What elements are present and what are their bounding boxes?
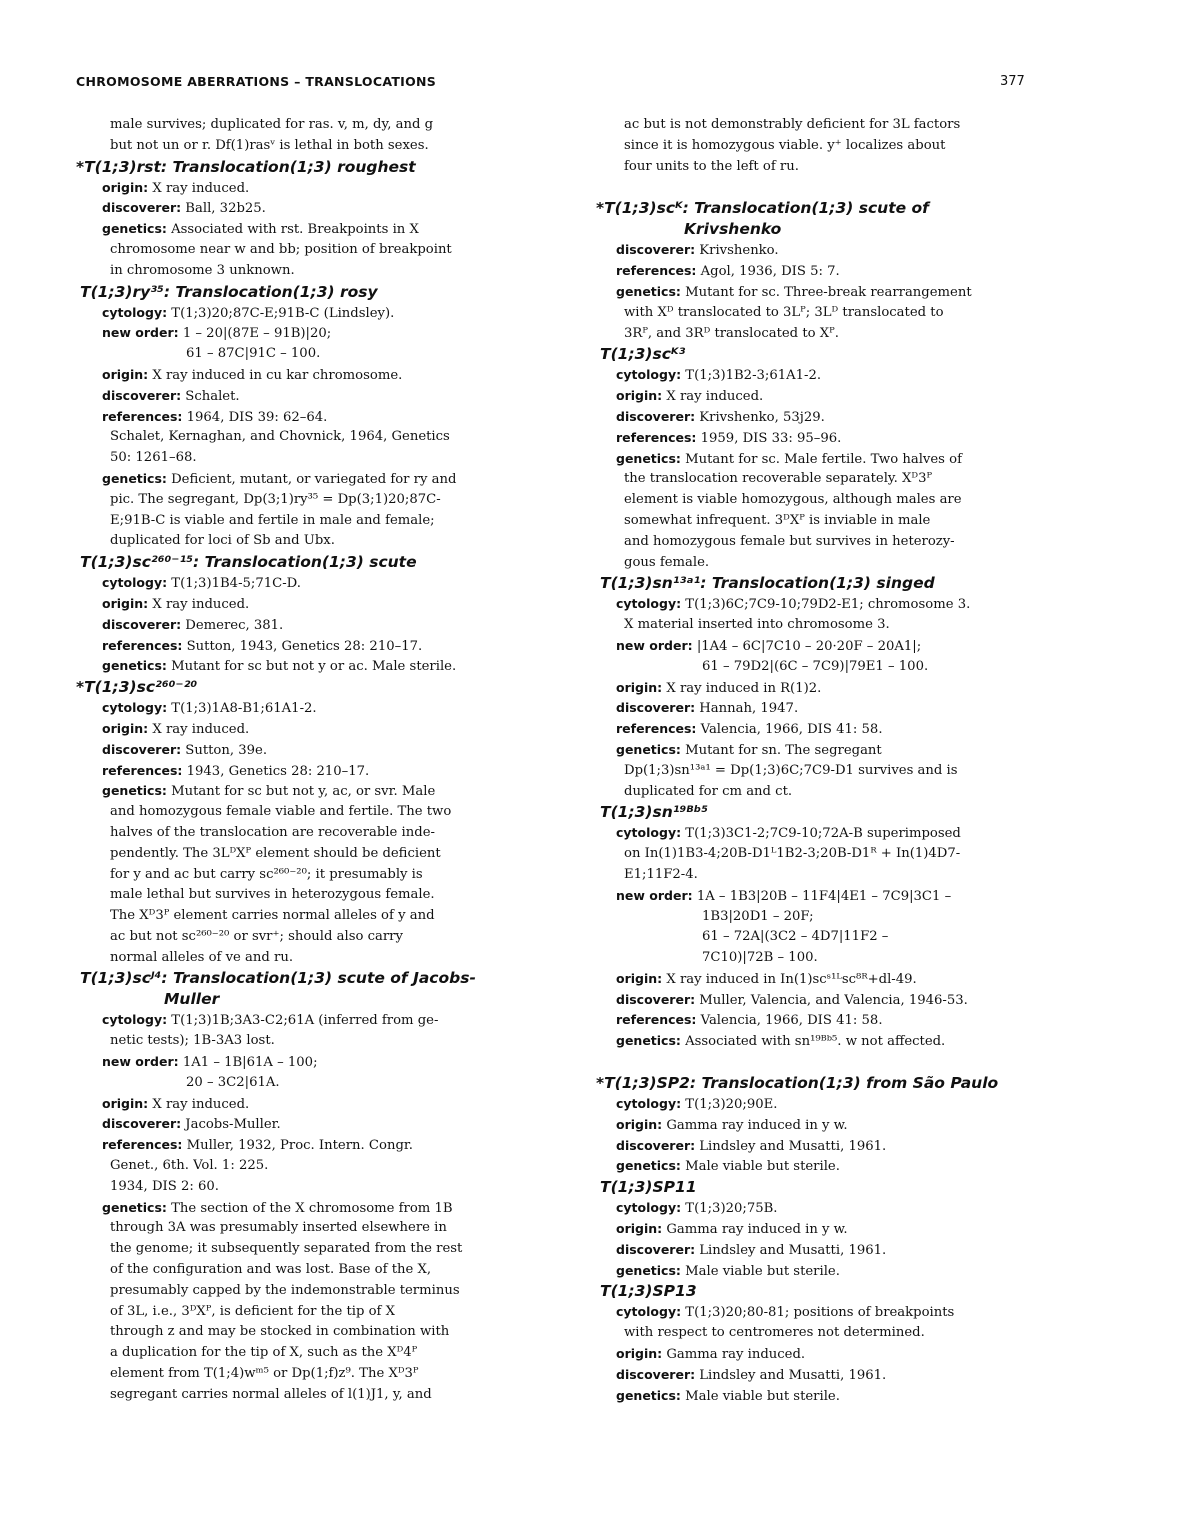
entry-title: T(1;3)sn¹³ᵃ¹: Translocation(1;3) singed <box>600 574 935 593</box>
field-value: X ray induced in cu kar chromosome. <box>148 367 403 383</box>
field-label: genetics: <box>616 1262 681 1278</box>
text-line: 20 – 3C2|61A. <box>186 1074 280 1090</box>
field-label: origin: <box>102 1095 149 1111</box>
field-value: Lindsley and Musatti, 1961. <box>695 1138 887 1154</box>
field-line <box>596 1344 1036 1365</box>
field-value: Schalet. <box>181 388 240 404</box>
field-line <box>596 282 1036 303</box>
field-value: T(1;3)1A8-B1;61A1-2. <box>167 701 317 717</box>
field-label: discoverer: <box>616 1137 696 1153</box>
field-value: X ray induced in In(1)scˢ¹ᴸsc⁸ᴿ+dl-49. <box>662 971 917 987</box>
field-line <box>76 594 526 615</box>
entry-title: *T(1;3)SP2: Translocation(1;3) from São Paulo <box>596 1074 999 1093</box>
field-value: X ray induced in R(1)2. <box>662 680 822 696</box>
field-label: discoverer: <box>616 1366 696 1382</box>
text-line: with Xᴰ translocated to 3Lᴾ; 3Lᴰ translocated to <box>624 304 944 320</box>
field-value: T(1;3)1B;3A3-C2;61A (inferred from ge- <box>167 1013 439 1029</box>
field-value: Male viable but sterile. <box>680 1388 840 1404</box>
field-label: discoverer: <box>616 408 696 424</box>
text-line: Dp(1;3)sn¹³ᵃ¹ = Dp(1;3)6C;7C9-D1 survives and is <box>624 762 958 778</box>
field-label: cytology: <box>616 367 682 383</box>
field-value: Gamma ray induced in y w. <box>662 1222 848 1238</box>
field-line <box>76 1114 526 1135</box>
field-line <box>596 636 1036 657</box>
field-label: discoverer: <box>102 616 182 632</box>
field-line <box>76 636 526 657</box>
field-line <box>596 1219 1036 1240</box>
field-line <box>596 969 1036 990</box>
field-value: Associated with sn¹⁹ᴮᵇ⁵. w not affected. <box>680 1034 946 1050</box>
field-line <box>596 365 1036 386</box>
field-label: origin: <box>102 720 149 736</box>
field-label: discoverer: <box>616 991 696 1007</box>
field-label: discoverer: <box>102 200 182 216</box>
text-line: normal alleles of ve and ru. <box>110 949 294 965</box>
field-line <box>76 719 526 740</box>
text-line: the genome; it subsequently separated from the rest <box>110 1241 463 1257</box>
field-value: Lindsley and Musatti, 1961. <box>695 1242 887 1258</box>
field-value: T(1;3)20;87C-E;91B-C (Lindsley). <box>167 305 395 321</box>
text-line: Genet., 6th. Vol. 1: 225. <box>110 1158 269 1174</box>
text-line: through z and may be stocked in combination with <box>110 1324 450 1340</box>
field-value: Krivshenko. <box>695 243 779 259</box>
entry-title: *T(1;3)sc²⁶⁰⁻²⁰ <box>76 678 198 697</box>
field-value: Muller, Valencia, and Valencia, 1946-53. <box>695 992 968 1008</box>
field-value: Valencia, 1966, DIS 41: 58. <box>696 1013 883 1029</box>
field-value: Demerec, 381. <box>181 617 284 633</box>
field-value: X ray induced. <box>662 389 764 405</box>
field-line <box>76 1010 526 1031</box>
text-line: with respect to centromeres not determined. <box>624 1325 925 1341</box>
field-line <box>596 823 1036 844</box>
field-label: genetics: <box>616 1033 681 1049</box>
field-label: cytology: <box>616 1200 682 1216</box>
field-value: Gamma ray induced in y w. <box>662 1117 848 1133</box>
field-value: Sutton, 39e. <box>181 742 268 758</box>
text-line: through 3A was presumably inserted elsewhere in <box>110 1220 447 1236</box>
field-label: references: <box>102 637 183 653</box>
text-line: since it is homozygous viable. y⁺ localizes about <box>624 137 946 153</box>
field-value: X ray induced. <box>148 180 250 196</box>
text-line: ac but is not demonstrably deficient for 3L factors <box>624 117 961 132</box>
text-line: E;91B-C is viable and fertile in male and female; <box>110 512 435 528</box>
page-number: 377 <box>1000 74 1025 89</box>
field-label: genetics: <box>102 470 167 486</box>
field-line <box>76 469 526 490</box>
entry-title: T(1;3)ry³⁵: Translocation(1;3) rosy <box>80 282 378 301</box>
field-line <box>76 365 526 386</box>
text-line: the translocation recoverable separately. Xᴰ3ᴾ <box>624 471 933 487</box>
field-label: origin: <box>102 366 149 382</box>
field-label: discoverer: <box>616 700 696 716</box>
field-line <box>596 719 1036 740</box>
field-label: discoverer: <box>102 387 182 403</box>
text-line: of the configuration and was lost. Base of the X, <box>110 1262 432 1278</box>
field-line <box>76 178 526 199</box>
field-value: Agol, 1936, DIS 5: 7. <box>696 264 840 280</box>
field-line <box>76 761 526 782</box>
field-line <box>76 303 526 324</box>
text-line: 61 – 79D2|(6C – 7C9)|79E1 – 100. <box>702 658 929 674</box>
field-value: Sutton, 1943, Genetics 28: 210–17. <box>182 638 423 654</box>
field-value: Ball, 32b25. <box>181 201 266 217</box>
field-label: new order: <box>102 325 179 341</box>
field-label: genetics: <box>616 741 681 757</box>
spacer <box>596 177 1036 198</box>
field-line <box>76 323 526 344</box>
field-label: cytology: <box>102 304 168 320</box>
field-label: origin: <box>102 595 149 611</box>
text-line: four units to the left of ru. <box>624 158 799 174</box>
field-line <box>76 219 526 240</box>
field-value: Gamma ray induced. <box>662 1347 806 1363</box>
field-value: Deficient, mutant, or variegated for ry and <box>166 471 457 487</box>
field-value: T(1;3)1B2-3;61A1-2. <box>681 368 822 384</box>
text-line: 7C10)|72B – 100. <box>702 950 818 966</box>
field-label: cytology: <box>616 596 682 612</box>
field-line <box>76 656 526 677</box>
field-line <box>596 1010 1036 1031</box>
field-line <box>76 573 526 594</box>
field-label: cytology: <box>616 825 682 841</box>
text-line: and homozygous female viable and fertile. The two <box>110 804 452 820</box>
field-line <box>596 386 1036 407</box>
running-head: CHROMOSOME ABERRATIONS – TRANSLOCATIONS <box>76 74 437 89</box>
field-line <box>596 1365 1036 1386</box>
left-column <box>76 115 526 1406</box>
text-line: male survives; duplicated for ras. v, m, dy, and g <box>110 117 434 132</box>
field-label: cytology: <box>616 1096 682 1112</box>
field-value: X ray induced. <box>148 596 250 612</box>
text-line: in chromosome 3 unknown. <box>110 262 295 278</box>
spacer <box>596 1052 1036 1073</box>
field-value: 1A1 – 1B|61A – 100; <box>178 1055 318 1071</box>
field-label: discoverer: <box>616 1241 696 1257</box>
entry-title: *T(1;3)scᴷ: Translocation(1;3) scute of <box>596 199 929 218</box>
entry-title: Muller <box>164 990 220 1009</box>
text-line: ac but not sc²⁶⁰⁻²⁰ or svr⁺; should also carry <box>110 928 403 944</box>
field-value: T(1;3)20;80-81; positions of breakpoints <box>681 1305 955 1321</box>
field-label: cytology: <box>616 1304 682 1320</box>
field-line <box>596 698 1036 719</box>
field-value: Muller, 1932, Proc. Intern. Congr. <box>182 1138 413 1154</box>
field-label: genetics: <box>102 221 167 237</box>
field-value: 1964, DIS 39: 62–64. <box>182 409 328 425</box>
field-value: 1 – 20|(87E – 91B)|20; <box>178 326 332 342</box>
field-label: new order: <box>616 637 693 653</box>
text-line: 61 – 72A|(3C2 – 4D7|11F2 – <box>702 929 889 945</box>
field-line <box>76 1052 526 1073</box>
field-line <box>76 1198 526 1219</box>
field-value: X ray induced. <box>148 721 250 737</box>
field-label: genetics: <box>616 1158 681 1174</box>
text-line: element from T(1;4)wᵐ⁵ or Dp(1;f)z⁹. The Xᴰ3ᴾ <box>110 1366 419 1382</box>
text-line: Schalet, Kernaghan, and Chovnick, 1964, Genetics <box>110 429 450 445</box>
field-line <box>596 240 1036 261</box>
field-label: references: <box>102 408 183 424</box>
field-label: cytology: <box>102 575 168 591</box>
field-line <box>596 407 1036 428</box>
text-line: 50: 1261–68. <box>110 450 197 466</box>
field-line <box>76 615 526 636</box>
field-value: T(1;3)20;75B. <box>681 1201 778 1217</box>
field-line <box>596 1094 1036 1115</box>
field-value: Mutant for sn. The segregant <box>680 742 882 758</box>
text-line: somewhat infrequent. 3ᴰXᴾ is inviable in male <box>624 512 931 528</box>
field-value: T(1;3)3C1-2;7C9-10;72A-B superimposed <box>681 826 961 842</box>
field-line <box>596 1115 1036 1136</box>
field-label: genetics: <box>102 1199 167 1215</box>
field-label: discoverer: <box>102 741 182 757</box>
field-line <box>76 781 526 802</box>
field-line <box>596 1302 1036 1323</box>
field-line <box>76 740 526 761</box>
field-line <box>596 1156 1036 1177</box>
field-label: origin: <box>616 679 663 695</box>
field-line <box>76 1135 526 1156</box>
text-line: X material inserted into chromosome 3. <box>624 617 890 633</box>
field-label: genetics: <box>102 783 167 799</box>
field-line <box>76 1094 526 1115</box>
text-line: duplicated for cm and ct. <box>624 783 793 799</box>
text-line: presumably capped by the indemonstrable terminus <box>110 1282 460 1298</box>
field-label: discoverer: <box>102 1116 182 1132</box>
entry-title: *T(1;3)rst: Translocation(1;3) roughest <box>76 157 416 176</box>
text-line: for y and ac but carry sc²⁶⁰⁻²⁰; it presumably is <box>110 866 423 882</box>
field-label: references: <box>102 762 183 778</box>
field-line <box>76 407 526 428</box>
field-label: origin: <box>616 1116 663 1132</box>
field-label: references: <box>616 1012 697 1028</box>
field-line <box>596 990 1036 1011</box>
field-value: Associated with rst. Breakpoints in X <box>166 222 419 238</box>
field-label: references: <box>102 1137 183 1153</box>
entry-title: T(1;3)scᴷ³ <box>600 345 686 364</box>
field-line <box>76 386 526 407</box>
text-line: pendently. The 3LᴰXᴾ element should be deficient <box>110 845 441 861</box>
right-column <box>596 115 1036 1406</box>
entry-title: T(1;3)SP13 <box>600 1282 697 1301</box>
text-line: duplicated for loci of Sb and Ubx. <box>110 533 335 549</box>
field-value: Mutant for sc. Three-break rearrangement <box>680 284 972 300</box>
field-label: origin: <box>102 179 149 195</box>
text-line: a duplication for the tip of X, such as the Xᴰ4ᴾ <box>110 1345 418 1361</box>
field-line <box>596 1261 1036 1282</box>
field-label: cytology: <box>102 700 168 716</box>
text-line: 1B3|20D1 – 20F; <box>702 908 814 924</box>
field-value: 1943, Genetics 28: 210–17. <box>182 763 370 779</box>
text-line: of 3L, i.e., 3ᴰXᴾ, is deficient for the tip of X <box>110 1303 396 1319</box>
field-label: cytology: <box>102 1012 168 1028</box>
text-line: but not un or r. Df(1)rasᵛ is lethal in both sexes. <box>110 137 429 153</box>
text-line: element is viable homozygous, although males are <box>624 492 962 508</box>
text-line: and homozygous female but survives in heterozy- <box>624 533 955 549</box>
text-line: E1;11F2-4. <box>624 866 698 882</box>
field-label: discoverer: <box>616 242 696 258</box>
field-value: |1A4 – 6C|7C10 – 20·20F – 20A1|; <box>692 638 922 654</box>
field-value: Mutant for sc. Male fertile. Two halves of <box>680 451 962 467</box>
text-line: 3Rᴾ, and 3Rᴰ translocated to Xᴾ. <box>624 325 839 341</box>
field-line <box>76 198 526 219</box>
field-line <box>596 1031 1036 1052</box>
text-line: 61 – 87C|91C – 100. <box>186 346 321 362</box>
field-value: Krivshenko, 53j29. <box>695 409 825 425</box>
text-line: chromosome near w and bb; position of breakpoint <box>110 241 452 257</box>
field-line <box>596 594 1036 615</box>
field-label: origin: <box>616 970 663 986</box>
entry-title: T(1;3)sn¹⁹ᴮᵇ⁵ <box>600 803 709 822</box>
entry-title: Krivshenko <box>684 220 782 239</box>
field-label: references: <box>616 721 697 737</box>
field-label: references: <box>616 429 697 445</box>
text-line: on In(1)1B3-4;20B-D1ᴸ1B2-3;20B-D1ᴿ + In(1)4D7- <box>624 846 961 862</box>
field-value: Male viable but sterile. <box>680 1159 840 1175</box>
text-line: male lethal but survives in heterozygous female. <box>110 887 435 903</box>
text-line: gous female. <box>624 554 710 570</box>
entry-title: T(1;3)scᴶ⁴: Translocation(1;3) scute of Jacobs- <box>80 969 476 988</box>
field-line <box>596 678 1036 699</box>
field-value: Lindsley and Musatti, 1961. <box>695 1367 887 1383</box>
field-value: X ray induced. <box>148 1096 250 1112</box>
text-line: netic tests); 1B-3A3 lost. <box>110 1033 275 1049</box>
field-value: 1959, DIS 33: 95–96. <box>696 430 842 446</box>
field-value: Valencia, 1966, DIS 41: 58. <box>696 722 883 738</box>
field-label: genetics: <box>616 1387 681 1403</box>
field-label: new order: <box>616 887 693 903</box>
field-value: Hannah, 1947. <box>695 701 799 717</box>
field-label: origin: <box>616 1221 663 1237</box>
field-label: genetics: <box>102 658 167 674</box>
field-label: new order: <box>102 1054 179 1070</box>
field-line <box>76 698 526 719</box>
field-label: origin: <box>616 1346 663 1362</box>
field-line <box>596 1198 1036 1219</box>
text-line: pic. The segregant, Dp(3;1)ry³⁵ = Dp(3;1)20;87C- <box>110 491 441 507</box>
field-line <box>596 428 1036 449</box>
field-value: T(1;3)1B4-5;71C-D. <box>167 576 301 592</box>
entry-title: T(1;3)sc²⁶⁰⁻¹⁵: Translocation(1;3) scute <box>80 553 417 572</box>
field-value: T(1;3)6C;7C9-10;79D2-E1; chromosome 3. <box>681 597 971 613</box>
text-line: 1934, DIS 2: 60. <box>110 1178 219 1194</box>
field-label: references: <box>616 263 697 279</box>
text-line: halves of the translocation are recoverable inde- <box>110 824 435 840</box>
field-value: T(1;3)20;90E. <box>681 1097 778 1113</box>
field-line <box>596 1240 1036 1261</box>
field-line <box>596 1386 1036 1407</box>
field-line <box>596 261 1036 282</box>
field-value: Male viable but sterile. <box>680 1263 840 1279</box>
field-value: Jacobs-Muller. <box>181 1117 281 1133</box>
field-line <box>596 740 1036 761</box>
field-label: genetics: <box>616 283 681 299</box>
field-label: origin: <box>616 388 663 404</box>
field-value: The section of the X chromosome from 1B <box>166 1200 453 1216</box>
field-value: Mutant for sc but not y or ac. Male sterile. <box>166 659 457 675</box>
field-line <box>596 1136 1036 1157</box>
field-line <box>596 449 1036 470</box>
field-value: Mutant for sc but not y, ac, or svr. Male <box>166 784 436 800</box>
text-line: segregant carries normal alleles of l(1)J1, y, and <box>110 1386 432 1402</box>
entry-title: T(1;3)SP11 <box>600 1178 697 1197</box>
field-line <box>596 886 1036 907</box>
text-line: The Xᴰ3ᴾ element carries normal alleles of y and <box>110 908 435 924</box>
field-label: genetics: <box>616 450 681 466</box>
field-value: 1A – 1B3|20B – 11F4|4E1 – 7C9|3C1 – <box>692 888 952 904</box>
